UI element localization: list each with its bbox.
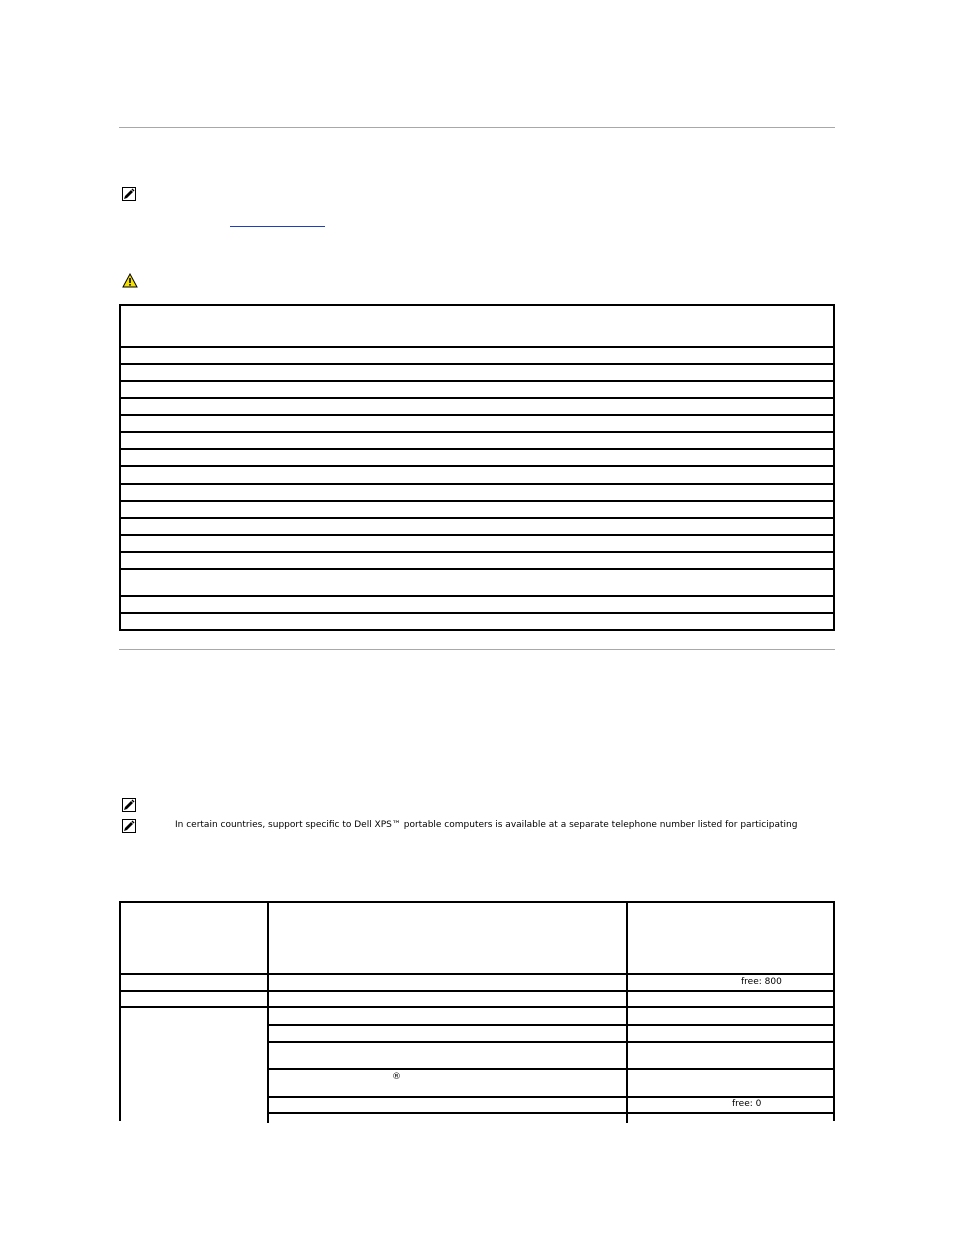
table-row-divider (121, 363, 833, 365)
table-row-divider (121, 380, 833, 382)
note-pencil-icon (122, 819, 136, 833)
table-row-divider (121, 483, 833, 485)
registered-mark: ® (392, 1072, 401, 1082)
table-row-divider (121, 1006, 833, 1008)
toll-free-number: free: 0 (732, 1099, 762, 1109)
table-row-divider (121, 431, 833, 433)
top-rule (119, 127, 835, 128)
table-row-divider (121, 534, 833, 536)
safety-table (119, 304, 835, 631)
column-divider (626, 903, 628, 1123)
table-row-divider (121, 397, 833, 399)
table-row-divider (121, 346, 833, 348)
table-row-divider (121, 414, 833, 416)
table-row-divider (121, 973, 833, 975)
table-row-divider (121, 465, 833, 467)
table-row-divider (121, 595, 833, 597)
xps-support-note: In certain countries, support specific to Dell XPS™ portable computers is available at a separate telephone number listed for participating (175, 820, 798, 830)
table-row-divider (269, 1096, 833, 1098)
table-row-divider (121, 551, 833, 553)
table-row-divider (121, 517, 833, 519)
note-pencil-icon (122, 187, 136, 201)
table-row-divider (121, 612, 833, 614)
table-row-divider (269, 1024, 833, 1026)
table-row-divider (269, 1068, 833, 1070)
table-row-divider (269, 1112, 833, 1114)
contact-table (119, 901, 835, 1121)
table-row-divider (121, 990, 833, 992)
note-pencil-icon (122, 798, 136, 812)
toll-free-number: free: 800 (741, 977, 782, 987)
middle-rule (119, 649, 835, 650)
text-link[interactable] (230, 212, 325, 227)
table-row-divider (269, 1041, 833, 1043)
table-row-divider (121, 568, 833, 570)
caution-triangle-icon (122, 273, 138, 288)
column-divider (267, 903, 269, 1123)
table-row-divider (121, 448, 833, 450)
table-row-divider (121, 500, 833, 502)
